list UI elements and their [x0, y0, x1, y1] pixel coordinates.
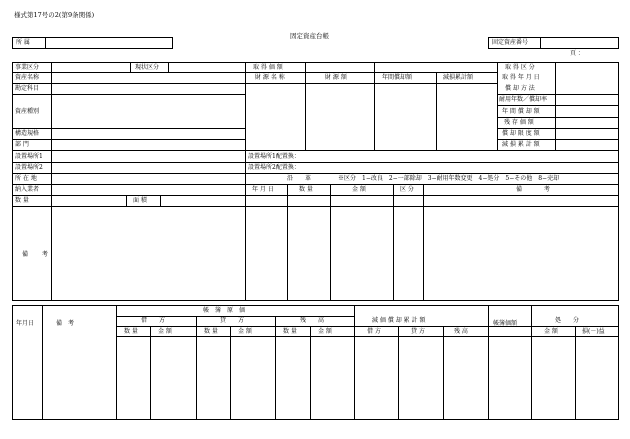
history-date-label: 年 月 日: [252, 186, 274, 193]
label-nenkan-shokyaku-gaku: 年 間 償 却 額: [502, 108, 540, 115]
nenkan-shokyaku-label: 年間償却額: [382, 74, 413, 81]
credit-qty-label: 数 量: [204, 328, 218, 335]
credit-amount-label: 金 額: [238, 328, 252, 335]
disposal-amount-label: 金 額: [544, 328, 558, 335]
label-shokyaku-gendo: 償 却 限 度 額: [502, 130, 540, 137]
label-shutoku-nengappi: 取 得 年 月 日: [502, 74, 540, 81]
history-biko-label: 備 考: [516, 186, 560, 193]
book-value-group-label: 帳 簿 原 価: [203, 307, 246, 314]
ledger-biko-label: 備 考: [56, 320, 75, 327]
genson-ruikei-label: 減損累計額: [443, 74, 474, 81]
debit-amount-label: 金 額: [158, 328, 172, 335]
dep-balance-label: 残 高: [454, 328, 468, 335]
biko-label: 備 考: [22, 251, 54, 258]
label-nonyu-gyosha: 納入業者: [15, 186, 40, 193]
label-shokyaku-hoho: 償 却 方 法: [505, 85, 535, 92]
page-title: 固定資産台帳: [290, 32, 329, 40]
label-setchi-basho-1: 設置場所1: [15, 153, 43, 160]
balance-amount-label: 金 額: [318, 328, 332, 335]
place2-reloc-label: 設置場所2配置換：: [248, 164, 300, 171]
disposal-label: 処 分: [555, 317, 580, 324]
asset-number-label: 固定資産番号: [492, 39, 529, 46]
label-shutoku-kubun: 取 得 区 分: [505, 64, 535, 71]
label-setchi-basho-2: 設置場所2: [15, 164, 43, 171]
label-taiyo-nensu: 耐用年数／償却率: [499, 96, 548, 103]
ledger-date-label: 年月日: [16, 320, 35, 327]
history-kubun-label: 区 分: [400, 186, 414, 193]
page-label: 頁 ：: [570, 50, 584, 57]
shozoku-box[interactable]: [12, 37, 173, 49]
debit-qty-label: 数 量: [124, 328, 138, 335]
menseki-label: 面 積: [133, 197, 147, 204]
credit-label: 貸 方: [220, 317, 245, 324]
place1-reloc-label: 設置場所1配置換：: [248, 153, 300, 160]
genkyo-kubun-label: 現状区分: [135, 64, 160, 71]
depreciation-group-label: 減 価 償 却 累 計 額: [372, 317, 426, 324]
label-genson-ruikei: 減 損 累 計 額: [502, 141, 540, 148]
book-amount-label: 帳簿価額: [493, 320, 518, 327]
shozoku-label: 所 属: [16, 39, 30, 46]
acquisition-price-label: 取 得 価 額: [253, 64, 283, 71]
form-number: 様式第17号の2(第9条関係): [14, 11, 95, 19]
dep-credit-label: 貸 方: [411, 328, 425, 335]
label-shisan-meisho: 資産名称: [15, 74, 40, 81]
label-shisan-shubetsu: 資産種別: [15, 108, 40, 115]
label-kanjo-kamoku: 勘定科目: [15, 85, 40, 92]
zaigen-meisho-label: 財 源 名 称: [255, 74, 285, 81]
history-amount-label: 金 額: [352, 186, 366, 193]
gain-loss-label: 損(－)益: [582, 328, 605, 335]
label-zanzon-kagaku: 残 存 価 額: [504, 119, 534, 126]
zaigen-gaku-label: 財 源 額: [325, 74, 347, 81]
kubun-legend: ※区分 1−改良 2−一部除却 3−耐用年数変更 4−処分 5−その他 8−売却: [338, 175, 560, 182]
label-suryo: 数 量: [15, 197, 29, 204]
label-shozaichi: 所 在 地: [15, 175, 37, 182]
enkaku-label: 沿 革: [287, 175, 312, 182]
label-jigyo-kubun: 事業区分: [15, 64, 40, 71]
balance-qty-label: 数 量: [283, 328, 297, 335]
label-kozo-kikaku: 構造規格: [15, 130, 40, 137]
debit-label: 借 方: [141, 317, 166, 324]
label-bumon: 部 門: [15, 141, 29, 148]
dep-debit-label: 借 方: [367, 328, 381, 335]
history-qty-label: 数 量: [299, 186, 313, 193]
balance-label: 残 高: [300, 317, 325, 324]
